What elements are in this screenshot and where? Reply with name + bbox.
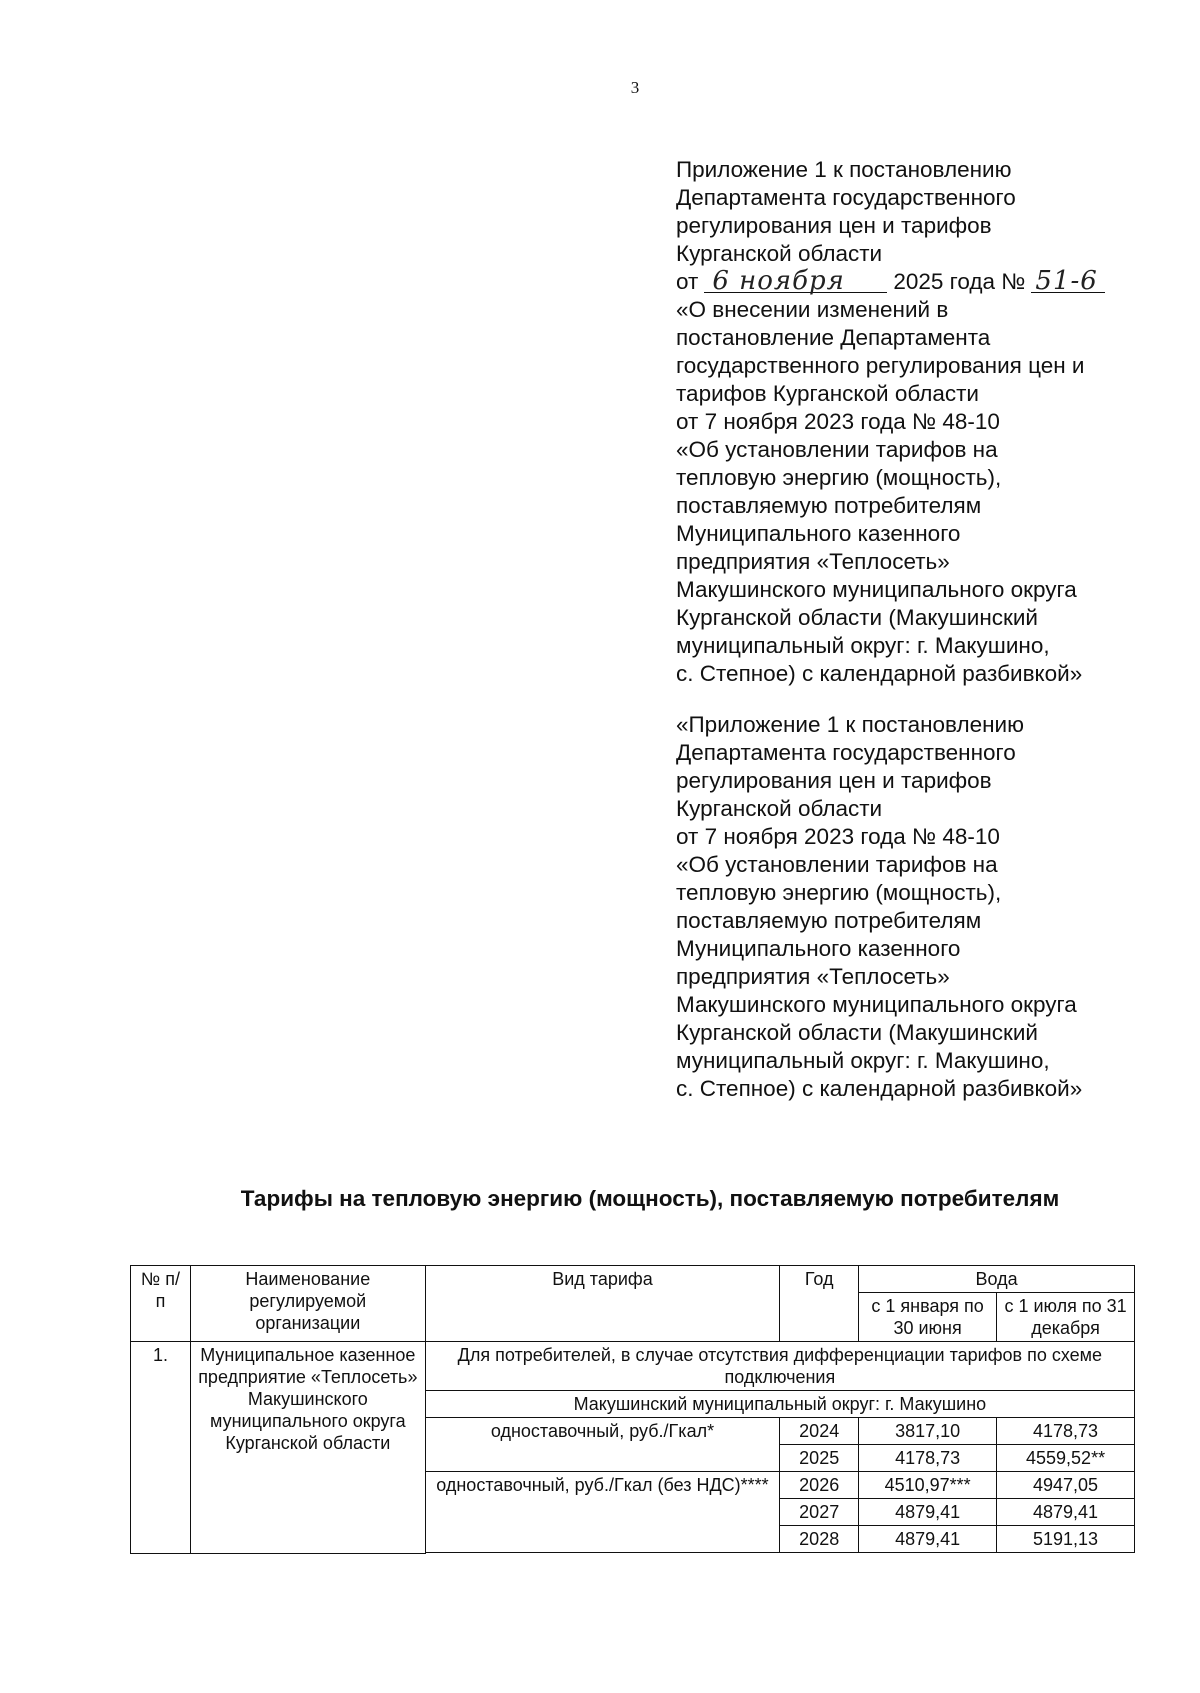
appendix-line: муниципальный округ: г. Макушино, <box>676 633 1050 658</box>
appendix-line: Макушинского муниципального округа <box>676 992 1077 1017</box>
appendix-line: Курганской области <box>676 796 883 821</box>
appendix-line: с. Степное) с календарной разбивкой» <box>676 661 1083 686</box>
appendix-line: с. Степное) с календарной разбивкой» <box>676 1076 1083 1101</box>
appendix-line: Курганской области (Макушинский <box>676 1020 1038 1045</box>
appendix-line: предприятия «Теплосеть» <box>676 964 950 989</box>
date-middle: 2025 года № <box>893 269 1026 294</box>
organization-name: Муниципальное казенное предприятие «Теплосеть» Макушинского муниципального округа Курганской области <box>190 1342 425 1554</box>
header-period-1: с 1 января по 30 июня <box>859 1293 997 1342</box>
appendix-line: Муниципального казенного <box>676 936 961 961</box>
year-cell: 2027 <box>780 1499 859 1526</box>
appendix-line: государственного регулирования цен и <box>676 353 1085 378</box>
appendix-line: Департамента государственного <box>676 185 1016 210</box>
tariff-h2-cell: 5191,13 <box>997 1526 1135 1553</box>
header-tariff-type: Вид тарифа <box>425 1266 780 1342</box>
district-name: Макушинский муниципальный округ: г. Макушино <box>425 1391 1134 1418</box>
appendix-line: тепловую энергию (мощность), <box>676 465 1002 490</box>
header-organization: Наименование регулируемой организации <box>190 1266 425 1342</box>
tariff-table <box>130 1265 1135 1554</box>
appendix-line: Муниципального казенного <box>676 521 961 546</box>
appendix-line: «Приложение 1 к постановлению <box>676 712 1024 737</box>
appendix-line: «Об установлении тарифов на <box>676 437 998 462</box>
header-water: Вода <box>859 1266 1135 1293</box>
tariff-h1-cell: 4879,41 <box>859 1499 997 1526</box>
year-cell: 2026 <box>780 1472 859 1499</box>
appendix-2-block <box>676 711 1146 1103</box>
appendix-line: Департамента государственного <box>676 740 1016 765</box>
tariff-h2-cell: 4879,41 <box>997 1499 1135 1526</box>
tariff-h1-cell: 3817,10 <box>859 1418 997 1445</box>
handwritten-date: 6 ноября <box>704 270 887 293</box>
header-period-2: с 1 июля по 31 декабря <box>997 1293 1135 1342</box>
tariff-h1-cell: 4178,73 <box>859 1445 997 1472</box>
appendix-line: «Об установлении тарифов на <box>676 852 998 877</box>
date-prefix: от <box>676 269 699 294</box>
year-cell: 2025 <box>780 1445 859 1472</box>
tariff-h2-cell: 4559,52** <box>997 1445 1135 1472</box>
appendix-line: Макушинского муниципального округа <box>676 577 1077 602</box>
appendix-line: регулирования цен и тарифов <box>676 768 992 793</box>
tariff-h2-cell: 4947,05 <box>997 1472 1135 1499</box>
header-year: Год <box>780 1266 859 1342</box>
appendix-line: Приложение 1 к постановлению <box>676 157 1012 182</box>
appendix-line: муниципальный округ: г. Макушино, <box>676 1048 1050 1073</box>
handwritten-number: 51-6 <box>1031 270 1105 293</box>
spacer <box>425 1553 1134 1554</box>
header-number: № п/п <box>131 1266 191 1342</box>
appendix-line: постановление Департамента <box>676 325 991 350</box>
appendix-line: от 7 ноября 2023 года № 48-10 <box>676 409 1000 434</box>
appendix-line: от 7 ноября 2023 года № 48-10 <box>676 824 1000 849</box>
appendix-line: «О внесении изменений в <box>676 297 949 322</box>
appendix-line: Курганской области <box>676 241 883 266</box>
appendix-line: поставляемую потребителям <box>676 493 982 518</box>
year-cell: 2024 <box>780 1418 859 1445</box>
appendix-1-block <box>676 156 1146 688</box>
appendix-line: поставляемую потребителям <box>676 908 982 933</box>
tariff-type-1: одноставочный, руб./Гкал* <box>425 1418 780 1472</box>
appendix-line: Курганской области (Макушинский <box>676 605 1038 630</box>
page-number: 3 <box>630 78 640 97</box>
tariff-h1-cell: 4879,41 <box>859 1526 997 1553</box>
section-title: Для потребителей, в случае отсутствия дифференциации тарифов по схеме подключения <box>425 1342 1134 1391</box>
appendix-line: тепловую энергию (мощность), <box>676 880 1002 905</box>
appendix-date-line <box>676 268 1146 296</box>
tariff-h2-cell: 4178,73 <box>997 1418 1135 1445</box>
appendix-line: тарифов Курганской области <box>676 381 979 406</box>
document-title: Тарифы на тепловую энергию (мощность), поставляемую потребителям <box>240 1186 1060 1211</box>
tariff-type-2: одноставочный, руб./Гкал (без НДС)**** <box>425 1472 780 1553</box>
year-cell: 2028 <box>780 1526 859 1553</box>
appendix-line: регулирования цен и тарифов <box>676 213 992 238</box>
tariff-h1-cell: 4510,97*** <box>859 1472 997 1499</box>
row-number: 1. <box>131 1342 191 1554</box>
appendix-line: предприятия «Теплосеть» <box>676 549 950 574</box>
